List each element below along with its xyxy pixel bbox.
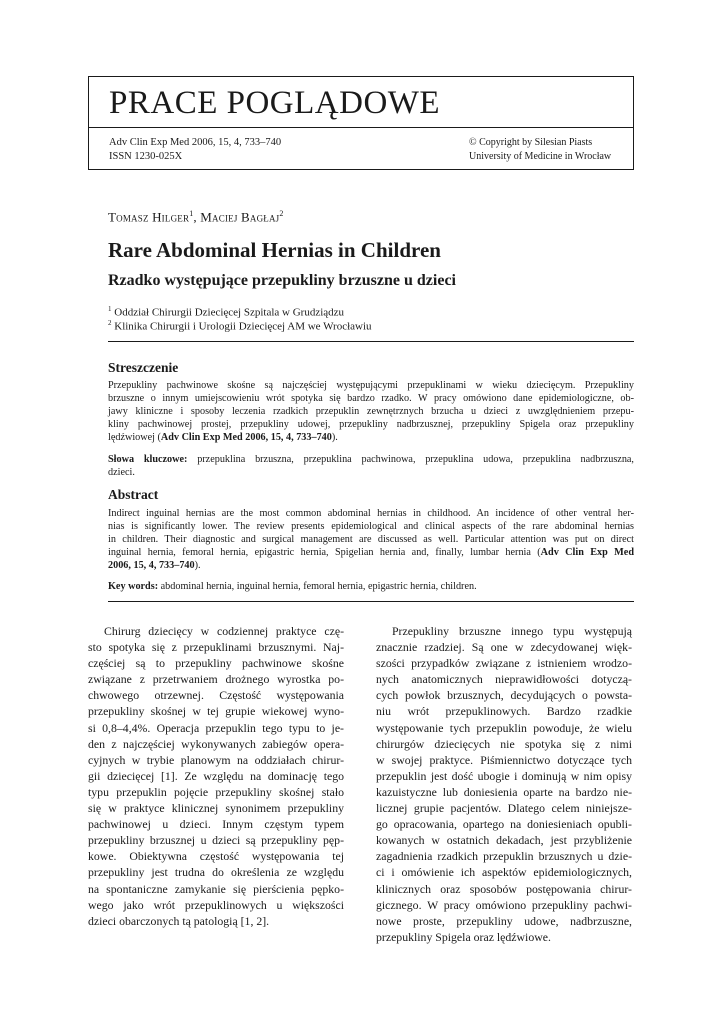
citation-bold: 2006, 15, 4, 733–740 — [108, 560, 195, 571]
paragraph-line: wego jako wrót przepuklinowych u większości — [88, 897, 344, 912]
affiliation-number: 1 — [108, 305, 112, 313]
abstract-line: jawy kliniczne i sposoby leczenia rzadkich przepuklin zewnętrznych brzucha u dzieci z uwzględnieniem przepu- — [108, 406, 634, 417]
affiliation-marker: 1 — [189, 209, 194, 218]
paragraph-line: go opracowania, opartego na doniesieniach opubli- — [376, 817, 632, 832]
keywords-label: Key words: — [108, 581, 159, 592]
paragraph-line: Chirurg dziecięcy w codziennej praktyce czę- — [104, 624, 344, 638]
paragraph-line: kazuistyczne lub doniesienia oparte na bardzo nie- — [376, 784, 632, 799]
section-title: PRACE POGLĄDOWE — [109, 85, 441, 121]
paragraph-line: pachwinowej u dzieci. Innym częstym typem — [88, 817, 344, 832]
paragraph-line: chirurgów dziecięcych nie spotyka się z nimi — [376, 736, 632, 751]
body-column-left — [88, 623, 344, 929]
keywords-text: abdominal hernia, inguinal hernia, femoral hernia, epigastric hernia, children. — [158, 581, 477, 592]
paragraph-line: den z najczęściej wykonywanych zabiegów opera- — [88, 736, 344, 751]
journal-citation — [109, 136, 281, 163]
citation-bold: Adv Clin Exp Med 2006, 15, 4, 733–740 — [160, 432, 332, 443]
divider — [108, 601, 634, 602]
paragraph-line: si 0,8–4,4%. Operacja przepuklin tego typu to je- — [88, 720, 344, 735]
paragraph-line: związane z przetrwaniem drożnego wyrostka po- — [88, 672, 344, 687]
paragraph-line: chwowego otrzewnej. Częstość występowania — [88, 688, 344, 703]
paragraph-line: się w praktyce klinicznej synonimem przepukliny — [88, 801, 344, 816]
text-run: ). — [331, 432, 338, 443]
author-name: Tomasz Hilger — [108, 209, 190, 225]
paragraph-line: kowanych w ostatnich dekadach, jest przybliżenie — [376, 833, 632, 848]
paragraph-line: gicznego. W pracy omówiono przepukliny pachwi- — [376, 897, 632, 912]
paragraph-line: licznej grupie pacjentów. Dlatego celem niniejsze- — [376, 801, 632, 816]
copyright-notice — [469, 136, 611, 163]
article-title: Rare Abdominal Hernias in Children — [108, 238, 441, 262]
paragraph-line: sto spotyka się z przepuklinami brzusznymi. Naj- — [88, 640, 344, 655]
paragraph-line: występowanie tych przepuklin powoduje, że wielu — [376, 720, 632, 735]
abstract-line — [108, 431, 634, 444]
keywords-en — [108, 580, 634, 593]
paragraph-line: nowe proste, przepukliny udowe, nadbrzuszne, — [376, 913, 632, 928]
paragraph-line: znacznie rzadziej. Są one w zdecydowanej więk- — [376, 640, 632, 655]
keywords-pl-cont: dzieci. — [108, 467, 135, 478]
paragraph-line: klinicznych oraz sposobów postępowania chirur- — [376, 881, 632, 896]
section-header-box — [88, 76, 634, 128]
paragraph-line: przepukliny skośnej w tej grupie wiekowej wyno- — [88, 704, 344, 719]
abstract-heading: Abstract — [108, 487, 159, 502]
text-run: ). — [194, 560, 201, 571]
journal-meta-box — [88, 128, 634, 170]
article-subtitle: Rzadko występujące przepukliny brzuszne u dzieci — [108, 272, 456, 289]
keywords-text: przepuklina brzuszna, przepuklina pachwinowa, przepuklina udowa, przepuklina nadbrzuszna, — [187, 454, 634, 465]
streszczenie-heading: Streszczenie — [108, 360, 179, 375]
paragraph-line: typu przepuklin pojęcie przepukliny skośnej stało — [88, 784, 344, 799]
affiliation-text: Klinika Chirurgii i Urologii Dziecięcej AM we Wrocławiu — [114, 320, 372, 333]
author-separator: , — [193, 209, 201, 225]
abstract-line: brzuszne o innym umiejscowieniu wrót spotyka się bardzo rzadko. W pracy omówiono dane epidemiologiczne, ob- — [108, 393, 634, 404]
keywords-pl — [108, 453, 634, 466]
abstract-line: in children. Their diagnostic and surgical management are discussed as well. Particular attention was put on direct — [108, 534, 634, 545]
body-column-right — [376, 623, 632, 945]
paragraph-line: cyjnych w trybie planowym na oddziałach chirur- — [88, 752, 344, 767]
keywords-label: Słowa kluczowe: — [108, 454, 188, 465]
authors — [108, 209, 284, 225]
paragraph-line: zagadnienia rzadkich przepuklin brzusznych u dzie- — [376, 849, 632, 864]
affiliation — [108, 319, 372, 333]
paragraph-line: przepukliny jest trudna do określenia ze względu — [88, 865, 344, 880]
abstract-line: Indirect inguinal hernias are the most common abdominal hernias in childhood. An incidence of other ventral her- — [108, 508, 634, 519]
text-run: inguinal hernia, femoral hernia, epigastric hernia, Spigelian hernia and, finally, lumbar hernia ( — [108, 547, 541, 558]
issn-line: ISSN 1230-025X — [109, 150, 183, 162]
affiliation-number: 2 — [108, 319, 112, 327]
abstract-line: nias is significantly lower. The review presents epidemiological and clinical aspects of the rare abdominal hernias — [108, 521, 634, 532]
paragraph-line: w swojej praktyce. Piśmiennictwo dotyczące tych — [376, 752, 632, 767]
university-line: University of Medicine in Wrocław — [469, 150, 612, 162]
copyright-line: © Copyright by Silesian Piasts — [469, 137, 593, 148]
paragraph-line: gii dziecięcej [1]. Ze względu na dominację tego — [88, 768, 344, 783]
paragraph-line: nych anatomicznych nieprawidłowości dotyczą- — [376, 672, 632, 687]
paragraph-line: szości przypadków związane z istnieniem wrodzo- — [376, 656, 632, 671]
paragraph-line: na spontaniczne zamykanie się pierścienia pępko- — [88, 881, 344, 896]
paragraph-line: przepuklin jest dość ubogie i dominują w nim opisy — [376, 768, 632, 783]
paragraph-line: dzieci obarczonych tą patologią [1, 2]. — [88, 913, 270, 928]
text-run: lędźwiowej ( — [108, 432, 161, 443]
abstract-line: Przepukliny pachwinowe skośne są najczęściej występującymi przepuklinami w wieku dziecięcym. Przepukliny — [108, 380, 634, 391]
affiliation-marker: 2 — [279, 209, 284, 218]
abstract-line: kliny pachwinowej prostej, przepukliny udowej, przepukliny nadbrzusznej, przepukliny Spigela oraz przepukliny — [108, 419, 634, 430]
paragraph-line: cych powłok brzusznych, decydujących o powsta- — [376, 688, 632, 703]
paragraph-line: kowe. Obiektywna częstość występowania tej — [88, 849, 344, 864]
author-name: Maciej Bagłaj — [200, 209, 280, 225]
abstract-line — [108, 546, 634, 559]
citation-line: Adv Clin Exp Med 2006, 15, 4, 733–740 — [109, 137, 282, 148]
paragraph-line: Przepukliny brzuszne innego typu występują — [392, 624, 632, 638]
paragraph-line: przepukliny brzusznej u dzieci są przepukliny pęp- — [88, 833, 344, 848]
affiliation — [108, 305, 344, 319]
paragraph-line: przepukliny Spigela oraz lędźwiowe. — [376, 929, 551, 944]
paragraph-line: częściej są to przepukliny pachwinowe skośne — [88, 656, 344, 671]
citation-bold: Adv Clin Exp Med — [540, 547, 634, 558]
affiliation-text: Oddział Chirurgii Dziecięcej Szpitala w Grudziądzu — [114, 306, 345, 319]
paragraph-line: niu wrót przepuklinowych. Bardzo rzadkie — [376, 704, 632, 719]
paragraph-line: ci i omówienie ich aspektów epidemiologicznych, — [376, 865, 632, 880]
abstract-line — [108, 559, 634, 572]
divider — [108, 341, 634, 342]
